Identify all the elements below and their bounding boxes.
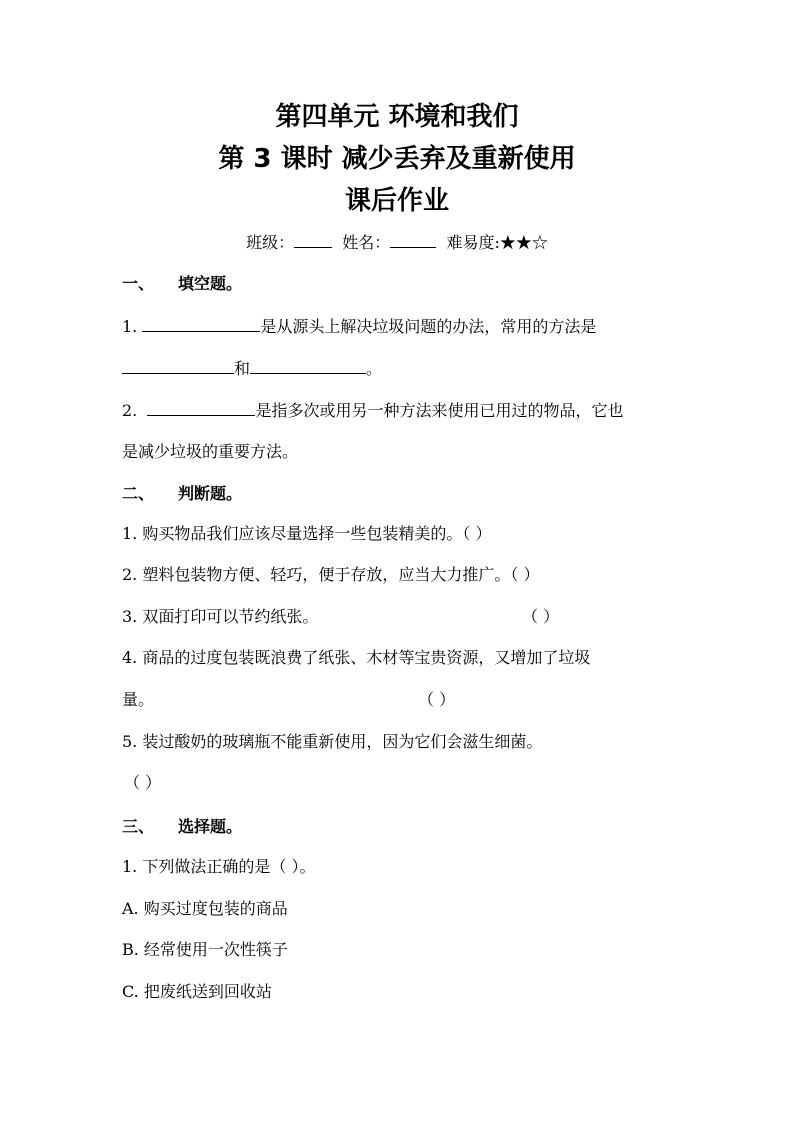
judge-question-3 [122, 605, 318, 629]
difficulty-label: 难易度:★★☆ [446, 233, 548, 252]
section-number: 二、 [122, 484, 155, 503]
judge-question-4-line-1: 4. 商品的过度包装既浪费了纸张、木材等宝贵资源，又增加了垃圾 [122, 648, 591, 667]
choice-option-c[interactable]: C. 把废纸送到回收站 [122, 982, 272, 1001]
question-text: 是从源头上解决垃圾问题的办法，常用的方法是 [260, 317, 597, 336]
section-title: 填空题。 [178, 274, 243, 293]
answer-blank[interactable] [142, 314, 260, 332]
fill-question-2-line-2: 是减少垃圾的重要方法。 [122, 442, 299, 461]
name-label: 姓名： [342, 233, 391, 252]
lesson-title: 第 3 课时 减少丢弃及重新使用 [218, 144, 576, 174]
judge-question-1: 1. 购买物品我们应该尽量选择一些包装精美的。（ ） [122, 524, 492, 543]
section-number: 三、 [122, 817, 155, 836]
section-number: 一、 [122, 274, 155, 293]
class-blank[interactable] [294, 230, 332, 248]
choice-question-1: 1. 下列做法正确的是（ ）。 [122, 857, 316, 876]
question-number: 2. [122, 401, 138, 420]
answer-blank[interactable] [250, 356, 366, 374]
choice-option-a[interactable]: A. 购买过度包装的商品 [122, 899, 288, 918]
fill-question-1-line-1 [122, 314, 596, 339]
question-text: 是指多次或用另一种方法来使用已用过的物品，它也 [255, 401, 624, 420]
question-text: 和 [234, 359, 251, 378]
document-title: 课后作业 [344, 186, 449, 216]
unit-title: 第四单元 环境和我们 [275, 102, 519, 132]
answer-blank[interactable] [147, 398, 255, 416]
judge-answer-paren[interactable]: （ ） [124, 773, 162, 792]
section-title: 判断题。 [178, 484, 243, 503]
choice-option-b[interactable]: B. 经常使用一次性筷子 [122, 940, 288, 959]
question-text: 。 [366, 359, 383, 378]
fill-question-1-line-2 [122, 356, 382, 381]
section-choice-heading [122, 815, 242, 839]
judge-question-4-line-2: 量。 [122, 690, 155, 709]
class-label: 班级： [246, 233, 295, 252]
fill-question-2-line-1 [122, 398, 623, 423]
question-number: 1. [122, 317, 138, 336]
name-blank[interactable] [390, 230, 436, 248]
section-judge-heading [122, 482, 242, 506]
judge-answer-paren[interactable]: （ ） [418, 690, 456, 709]
student-info-line [0, 230, 794, 255]
section-fill-heading [122, 272, 242, 296]
judge-question-2: 2. 塑料包装物方便、轻巧，便于存放，应当大力推广。（ ） [122, 565, 540, 584]
section-title: 选择题。 [178, 817, 243, 836]
judge-answer-paren[interactable]: （ ） [522, 607, 560, 626]
answer-blank[interactable] [122, 356, 234, 374]
question-text: 3. 双面打印可以节约纸张。 [122, 607, 319, 626]
judge-question-5: 5. 装过酸奶的玻璃瓶不能重新使用，因为它们会滋生细菌。 [122, 732, 543, 751]
